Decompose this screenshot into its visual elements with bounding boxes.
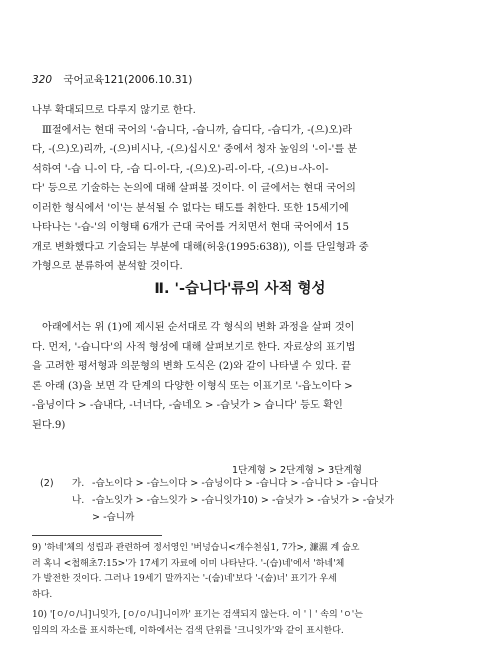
paragraph-line: 론 아래 (3)을 보면 각 단계의 다양한 이형식 또는 이표기로 '-읍노이다 >	[32, 380, 353, 392]
paragraph-line: 을 고려한 평서형과 의문형의 변화 도식은 (2)와 같이 나타낼 수 있다. 끝	[32, 361, 351, 372]
body-paragraph	[32, 318, 460, 435]
example-text: -습노잇가 > -습느잇가 > -습니잇가10) > -습닛가 > -습닛가 > -습닛가	[92, 495, 395, 506]
example-2	[32, 475, 472, 526]
paragraph-line: 아래에서는 위 (1)에 제시된 순서대로 각 형식의 변화 과정을 살펴 것이	[42, 322, 355, 333]
footnote-10	[32, 608, 460, 639]
footnote-line: 임의의 자소를 표시하는데, 이하에서는 검색 단위를 '크니잇가'와 같이 표시한다.	[32, 625, 344, 636]
intro-paragraph	[32, 101, 460, 277]
footnote-9	[32, 541, 460, 603]
footnote-line: 러 혹니 <첩해초7:15>'가 17세기 자료에 이미 나타난다. '-(습)네'에서 '하네'체	[32, 558, 345, 569]
example-text: > -습니까	[92, 512, 135, 523]
page-number: 320	[32, 74, 53, 86]
example-text: -습노이다 > -습느이다 > -습닝이다 > -습니다 > -습니다 > -습니다	[92, 478, 379, 489]
footnote-line: 가 발전한 것이다. 그러나 19세기 말까지는 '-(숩)네'보다 '-(숩)너' 표기가 우세	[32, 574, 337, 584]
footnote-line: 9) '하네'체의 성립과 관련하여 정서영인 '버넝습니<개수천심1, 7가>, 濂濕 계 숩오	[32, 543, 360, 553]
paragraph-line: Ⅲ절에서는 현대 국어의 '-습니다, -습니까, 습디다, -습디가, -(으)오)라	[42, 124, 353, 136]
example-row	[32, 509, 472, 526]
paragraph-line: 나부 확대되므로 다루지 않기로 한다.	[32, 105, 196, 116]
journal-title: 국어교육121(2006.10.31)	[63, 74, 193, 86]
paragraph-line: -읍닝이다 > -습내다, -너너다, -숩네오 > -습닛가 > 습니다' 등도 확인	[32, 400, 343, 411]
example-label	[72, 509, 92, 526]
paragraph-line: 다, -(으)오)리까, -(으)비시나, -(으)십시오' 중에서 청자 높임의 '-이-'를 분	[32, 144, 358, 155]
paragraph-line: 나타나는 '-습-'의 이형태 6개가 근대 국어를 거치면서 현대 국어에서 15	[32, 222, 349, 233]
paragraph-line: 다. 먼저, '-습니다'의 사적 형성에 대해 살펴보기로 한다. 자료상의 표기법	[32, 341, 356, 353]
footnote-line: 10) '[ㅇ/ㅇ/니]니잇가, [ㅇ/ㅇ/니]니이까' 표기는 검색되지 않는다. 이 'ㅣ' 속의 'ㅇ'는	[32, 610, 363, 620]
section-heading: Ⅱ. '-습니다'류의 사적 형성	[154, 281, 326, 297]
footnote-rule	[32, 535, 162, 536]
footnote-line: 하다.	[32, 589, 53, 600]
example-row	[32, 492, 472, 509]
paragraph-line: 가형으로 분류하여 분석할 것이다.	[32, 261, 183, 272]
paragraph-line: 다' 등으로 기술하는 논의에 대해 살펴볼 것이다. 이 글에서는 현대 국어의	[32, 183, 356, 194]
example-label: 나.	[72, 495, 85, 506]
paragraph-line: 이러한 형식에서 '이'는 분석될 수 없다는 태도를 취한다. 또한 15세기에	[32, 202, 349, 214]
paragraph-line: 된다.9)	[32, 419, 66, 431]
example-label: 가.	[72, 478, 85, 489]
example-number: (2)	[40, 478, 54, 489]
example-row	[32, 475, 472, 492]
example-stage-header: 1단계형 > 2단계형 > 3단계형	[232, 465, 362, 476]
running-header	[32, 72, 192, 87]
paragraph-line: 개로 변화했다고 기술되는 부분에 대해(허웅(1995:638)), 이를 단일형과 중	[32, 241, 369, 253]
paragraph-line: 석하여 '-습 니-이 다, -습 디-이-다, -(으)오)-리-이-다, -(으)ㅂ-사-이-	[32, 163, 329, 175]
